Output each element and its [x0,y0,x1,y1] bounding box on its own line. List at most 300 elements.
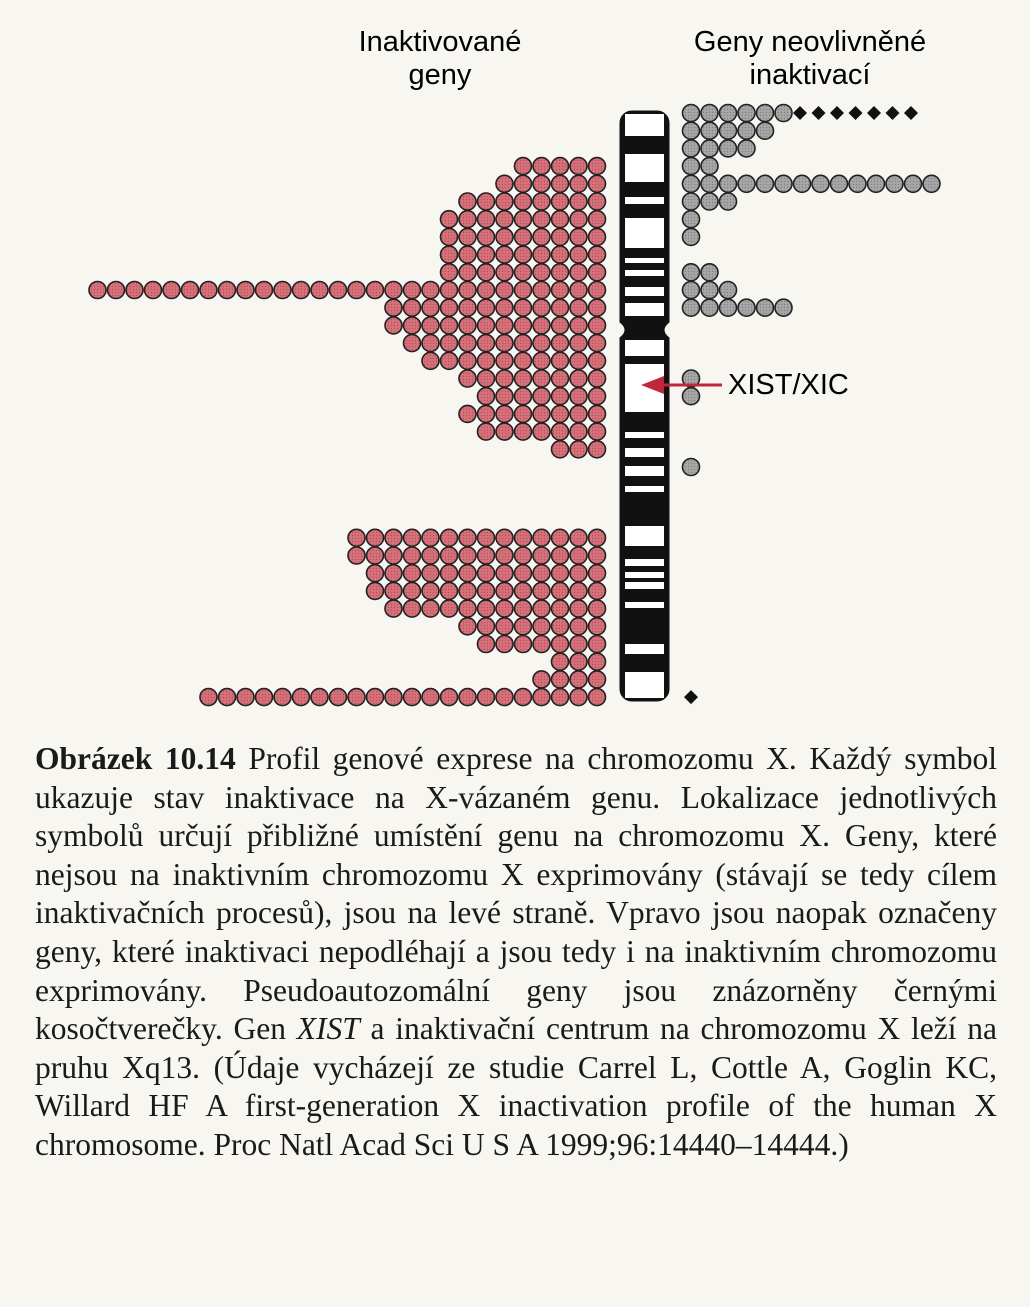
unaffected-gene-dot-texture [887,176,902,191]
inactivated-gene-dot-texture [479,371,494,386]
unaffected-gene-dot-texture [684,123,699,138]
inactivated-gene-dot-texture [497,283,512,298]
inactivated-gene-dot-texture [405,300,420,315]
inactivated-gene-dot-texture [590,654,605,669]
inactivated-gene-dot-texture [571,566,586,581]
inactivated-gene-dot-texture [590,583,605,598]
pseudoautosomal-gene-diamond [684,690,698,704]
inactivated-gene-dot-texture [479,283,494,298]
unaffected-gene-dot-texture [739,176,754,191]
inactivated-gene-dot-texture [479,619,494,634]
inactivated-gene-dot-texture [590,690,605,705]
inactivated-gene-dot-texture [460,601,475,616]
inactivated-gene-dot-texture [442,212,457,227]
unaffected-gene-dot-texture [795,176,810,191]
chromosome-band-light [625,218,664,248]
inactivated-gene-dot-texture [460,566,475,581]
inactivated-gene-dot-texture [553,194,568,209]
inactivated-gene-dot-texture [516,548,531,563]
inactivated-gene-dot-texture [553,406,568,421]
inactivated-gene-dot-texture [571,265,586,280]
inactivated-gene-dot-texture [460,229,475,244]
inactivated-gene-dot-texture [386,583,401,598]
unaffected-gene-dot-texture [721,106,736,121]
inactivated-gene-dot-texture [479,212,494,227]
inactivated-gene-dot-texture [534,283,549,298]
unaffected-gene-dot-texture [813,176,828,191]
inactivated-gene-dot-texture [479,566,494,581]
inactivated-gene-dot-texture [460,265,475,280]
caption-text-1: Profil genové exprese na chromozomu X. Každý symbol ukazuje stav inaktivace na X-vázaném genu. Lokalizace jednotlivých symbolů určují přibližné umístění genu na chromozomu X. Geny, které nejsou na inaktivním chromozomu X exprimovány (stávají se tedy cílem inaktivačních procesů), jsou na levé straně. Vpravo jsou naopak označeny geny, které inaktivaci nepodléhají a jsou tedy i na inaktivním chromozomu exprimovány. Pseudoautozomální geny jsou znázorněny černými kosočtverečky. Gen [35,741,997,1047]
inactivated-gene-dot-texture [590,530,605,545]
chromosome-band-light [625,340,664,356]
unaffected-gene-dot-texture [684,460,699,475]
inactivated-gene-dot-texture [534,637,549,652]
inactivated-gene-dot-texture [534,318,549,333]
inactivated-gene-dot-texture [571,619,586,634]
inactivated-gene-dot-texture [534,530,549,545]
inactivated-gene-dot-texture [516,619,531,634]
unaffected-gene-dot-texture [684,141,699,156]
inactivated-gene-dot-texture [460,353,475,368]
unaffected-gene-dot-texture [721,194,736,209]
inactivated-gene-dot-texture [571,389,586,404]
inactivated-gene-dot-texture [534,601,549,616]
chromosome-band-light [625,448,664,457]
inactivated-gene-dot-texture [534,690,549,705]
unaffected-gene-dot-texture [684,229,699,244]
inactivated-gene-dot-texture [146,283,161,298]
inactivated-gene-dot-texture [479,194,494,209]
inactivated-gene-dot-texture [479,336,494,351]
inactivated-gene-dot-texture [590,353,605,368]
chromosome-band-light [625,303,664,316]
inactivated-gene-dot-texture [571,601,586,616]
inactivated-gene-dot-texture [479,265,494,280]
unaffected-gene-dot-texture [702,300,717,315]
inactivated-gene-dot-texture [479,229,494,244]
pseudoautosomal-gene-diamond [812,106,826,120]
inactivated-gene-dot-texture [516,424,531,439]
inactivated-gene-dot-texture [442,353,457,368]
inactivated-gene-dot-texture [386,548,401,563]
inactivated-gene-dot-texture [571,583,586,598]
inactivated-gene-dot-texture [497,300,512,315]
inactivated-gene-dot-texture [516,353,531,368]
inactivated-gene-dot-texture [571,229,586,244]
inactivated-gene-dot-texture [534,583,549,598]
inactivated-gene-dot-texture [590,601,605,616]
inactivated-gene-dot-texture [590,424,605,439]
inactivated-gene-dot-texture [220,283,235,298]
inactivated-gene-dot-texture [571,159,586,174]
unaffected-gene-dot-texture [684,194,699,209]
unaffected-gene-dot-texture [721,283,736,298]
chromosome-band-light [625,258,664,263]
inactivated-gene-dot-texture [590,229,605,244]
inactivated-gene-dot-texture [460,283,475,298]
inactivated-gene-dot-texture [590,566,605,581]
unaffected-gene-dot-texture [906,176,921,191]
chromosome-band-light [625,572,664,578]
inactivated-gene-dot-texture [479,601,494,616]
figure-caption [35,740,997,1165]
inactivated-gene-dot-texture [516,176,531,191]
inactivated-gene-dot-texture [553,300,568,315]
pseudoautosomal-gene-diamond [830,106,844,120]
inactivated-gene-dot-texture [534,371,549,386]
inactivated-gene-dot-texture [571,406,586,421]
inactivated-gene-dot-texture [497,212,512,227]
inactivated-gene-dot-texture [571,300,586,315]
inactivated-gene-dot-texture [553,371,568,386]
inactivated-gene-dot-texture [479,637,494,652]
inactivated-gene-dot-texture [553,229,568,244]
inactivated-gene-dot-texture [590,283,605,298]
inactivated-gene-dot-texture [571,353,586,368]
inactivated-gene-dot-texture [368,530,383,545]
unaffected-gene-dot-texture [832,176,847,191]
inactivated-gene-dot-texture [516,194,531,209]
unaffected-gene-dot-texture [758,106,773,121]
inactivated-gene-dot-texture [497,406,512,421]
inactivated-gene-dot-texture [164,283,179,298]
inactivated-gene-dot-texture [516,406,531,421]
unaffected-gene-dot-texture [702,176,717,191]
inactivated-gene-dot-texture [386,530,401,545]
unaffected-gene-dot-texture [684,176,699,191]
inactivated-gene-dot-texture [497,601,512,616]
inactivated-gene-dot-texture [238,283,253,298]
inactivated-gene-dot-texture [590,300,605,315]
chromosome-band-light [625,287,664,296]
inactivated-gene-dot-texture [479,690,494,705]
inactivated-gene-dot-texture [516,690,531,705]
inactivated-gene-dot-texture [460,318,475,333]
inactivated-gene-dot-texture [590,442,605,457]
inactivated-gene-dot-texture [442,690,457,705]
inactivated-gene-dot-texture [460,371,475,386]
inactivated-gene-dot-texture [183,283,198,298]
inactivated-gene-dot-texture [423,336,438,351]
inactivated-gene-dot-texture [497,619,512,634]
inactivated-gene-dot-texture [423,318,438,333]
unaffected-gene-dot-texture [684,212,699,227]
inactivated-gene-dot-texture [590,247,605,262]
inactivated-gene-dot-texture [516,318,531,333]
inactivated-gene-dot-texture [590,637,605,652]
inactivated-gene-dot-texture [571,424,586,439]
inactivated-gene-dot-texture [571,442,586,457]
inactivated-gene-dot-texture [516,336,531,351]
xist-xic-label: XIST/XIC [728,369,849,401]
chromosome-band-light [625,466,664,476]
inactivated-gene-dot-texture [534,229,549,244]
inactivated-gene-dot-texture [423,530,438,545]
inactivated-gene-dot-texture [479,318,494,333]
inactivated-gene-dot-texture [312,690,327,705]
inactivated-gene-dot-texture [497,530,512,545]
inactivated-gene-dot-texture [497,637,512,652]
inactivated-gene-dot-texture [553,583,568,598]
inactivated-gene-dot-texture [553,283,568,298]
inactivated-gene-dot-texture [497,566,512,581]
inactivated-gene-dot-texture [497,229,512,244]
inactivated-gene-dot-texture [312,283,327,298]
inactivated-gene-dot-texture [442,548,457,563]
inactivated-gene-dot-texture [571,690,586,705]
inactivated-gene-dot-texture [553,336,568,351]
inactivated-gene-dot-texture [479,406,494,421]
inactivated-gene-dot-texture [516,583,531,598]
inactivated-gene-dot-texture [497,353,512,368]
pseudoautosomal-gene-diamond [867,106,881,120]
unaffected-gene-dot-texture [702,265,717,280]
inactivated-gene-dot-texture [534,194,549,209]
inactivated-gene-dot-texture [497,336,512,351]
inactivated-gene-dot-texture [257,690,272,705]
unaffected-gene-dot-texture [702,123,717,138]
inactivated-gene-dot-texture [516,159,531,174]
pseudoautosomal-gene-diamond [886,106,900,120]
inactivated-gene-dot-texture [442,318,457,333]
inactivated-gene-dot-texture [516,247,531,262]
unaffected-genes-group [683,105,941,705]
chromosome-band-light [625,672,664,698]
inactivated-gene-dot-texture [386,318,401,333]
inactivated-gene-dot-texture [405,530,420,545]
inactivated-gene-dot-texture [571,318,586,333]
inactivated-gene-dot-texture [534,424,549,439]
inactivated-gene-dot-texture [497,265,512,280]
unaffected-gene-dot-texture [702,194,717,209]
inactivated-gene-dot-texture [590,406,605,421]
inactivated-gene-dot-texture [534,353,549,368]
chromosome-band-light [625,526,664,546]
inactivated-gene-dot-texture [571,548,586,563]
inactivated-gene-dot-texture [590,212,605,227]
inactivated-gene-dot-texture [423,300,438,315]
inactivated-gene-dot-texture [553,159,568,174]
inactivated-gene-dot-texture [368,690,383,705]
inactivated-gene-dot-texture [571,654,586,669]
chromosome-band-light [625,270,664,276]
inactivated-gene-dot-texture [553,353,568,368]
inactivated-gene-dot-texture [590,672,605,687]
inactivated-gene-dot-texture [405,583,420,598]
inactivated-gene-dot-texture [349,690,364,705]
inactivated-gene-dot-texture [553,318,568,333]
chromosome-band-light [625,582,664,589]
inactivated-gene-dot-texture [553,176,568,191]
pseudoautosomal-gene-diamond [849,106,863,120]
inactivated-gene-dot-texture [534,336,549,351]
inactivated-gene-dot-texture [553,566,568,581]
inactivated-gene-dot-texture [405,548,420,563]
unaffected-gene-dot-texture [684,265,699,280]
inactivated-gene-dot-texture [497,583,512,598]
inactivated-gene-dot-texture [516,229,531,244]
inactivated-gene-dot-texture [590,265,605,280]
inactivated-gene-dot-texture [497,389,512,404]
inactivated-gene-dot-texture [590,336,605,351]
inactivated-gene-dot-texture [479,530,494,545]
inactivated-gene-dot-texture [479,389,494,404]
inactivated-gene-dot-texture [479,583,494,598]
inactivated-gene-dot-texture [534,566,549,581]
inactivated-gene-dot-texture [553,424,568,439]
inactivated-gene-dot-texture [516,265,531,280]
unaffected-gene-dot-texture [869,176,884,191]
unaffected-gene-dot-texture [684,300,699,315]
inactivated-gene-dot-texture [553,619,568,634]
inactivated-gene-dot-texture [442,601,457,616]
inactivated-gene-dot-texture [442,283,457,298]
inactivated-gene-dot-texture [220,690,235,705]
inactivated-gene-dot-texture [275,283,290,298]
inactivated-gene-dot-texture [442,336,457,351]
inactivated-gene-dot-texture [349,548,364,563]
unaffected-gene-dot-texture [739,106,754,121]
inactivated-gene-dot-texture [571,194,586,209]
inactivated-gene-dot-texture [423,353,438,368]
unaffected-gene-dot-texture [924,176,939,191]
inactivated-gene-dot-texture [368,566,383,581]
inactivated-gene-dot-texture [497,318,512,333]
inactivated-gene-dot-texture [516,283,531,298]
inactivated-gene-dot-texture [516,566,531,581]
inactivated-gene-dot-texture [423,283,438,298]
chromosome-band-light [625,432,664,438]
inactivated-gene-dot-texture [553,672,568,687]
inactivated-gene-dot-texture [386,601,401,616]
inactivated-gene-dot-texture [386,690,401,705]
inactivated-gene-dot-texture [442,247,457,262]
unaffected-gene-dot-texture [721,123,736,138]
inactivated-gene-dot-texture [479,300,494,315]
inactivated-gene-dot-texture [534,548,549,563]
inactivated-gene-dot-texture [571,247,586,262]
inactivated-gene-dot-texture [442,265,457,280]
chromosome-band-light [625,559,664,566]
inactivated-gene-dot-texture [368,583,383,598]
inactivated-gene-dot-texture [442,566,457,581]
unaffected-gene-dot-texture [721,176,736,191]
inactivated-gene-dot-texture [442,583,457,598]
caption-figure-number: Obrázek 10.14 [35,741,236,776]
inactivated-gene-dot-texture [534,176,549,191]
unaffected-gene-dot-texture [758,123,773,138]
inactivated-gene-dot-texture [571,371,586,386]
chromosome-x [619,112,670,700]
unaffected-gene-dot-texture [721,141,736,156]
inactivated-gene-dot-texture [257,283,272,298]
inactivated-gene-dot-texture [460,336,475,351]
inactivated-gene-dot-texture [442,530,457,545]
unaffected-gene-dot-texture [702,283,717,298]
inactivated-gene-dot-texture [590,371,605,386]
inactivated-gene-dot-texture [109,283,124,298]
inactivated-gene-dot-texture [405,318,420,333]
inactivated-gene-dot-texture [423,690,438,705]
inactivated-gene-dot-texture [571,212,586,227]
inactivated-gene-dot-texture [571,176,586,191]
inactivated-gene-dot-texture [331,690,346,705]
unaffected-gene-dot-texture [702,106,717,121]
unaffected-gene-dot-texture [684,159,699,174]
inactivated-gene-dot-texture [590,548,605,563]
unaffected-gene-dot-texture [776,176,791,191]
inactivated-gene-dot-texture [516,371,531,386]
inactivated-gene-dot-texture [423,583,438,598]
chromosome-band-light [625,154,664,182]
inactivated-gene-dot-texture [331,283,346,298]
inactivated-gene-dot-texture [423,601,438,616]
inactivated-gene-dot-texture [127,283,142,298]
unaffected-gene-dot-texture [684,283,699,298]
inactivated-genes-group [89,158,606,706]
inactivated-gene-dot-texture [590,619,605,634]
inactivated-gene-dot-texture [201,690,216,705]
inactivated-gene-dot-texture [479,247,494,262]
inactivated-gene-dot-texture [571,637,586,652]
inactivated-gene-dot-texture [553,212,568,227]
inactivated-gene-dot-texture [460,690,475,705]
inactivated-gene-dot-texture [553,389,568,404]
inactivated-gene-dot-texture [405,690,420,705]
inactivated-genes-label: Inaktivované geny [358,26,522,91]
inactivated-gene-dot-texture [497,371,512,386]
inactivated-gene-dot-texture [405,601,420,616]
unaffected-gene-dot-texture [702,159,717,174]
inactivated-gene-dot-texture [442,300,457,315]
unaffected-gene-dot-texture [739,141,754,156]
inactivated-gene-dot-texture [405,283,420,298]
inactivated-gene-dot-texture [460,194,475,209]
inactivated-gene-dot-texture [368,283,383,298]
inactivated-gene-dot-texture [534,300,549,315]
inactivated-gene-dot-texture [294,283,309,298]
chromosome-band-light [625,486,664,492]
inactivated-gene-dot-texture [516,212,531,227]
inactivated-gene-dot-texture [497,424,512,439]
chromosome-band-light [625,602,664,608]
inactivated-gene-dot-texture [590,194,605,209]
chromosome-band-light [625,197,664,204]
inactivated-gene-dot-texture [201,283,216,298]
unaffected-genes-label: Geny neovlivněné inaktivací [693,26,927,91]
inactivated-gene-dot-texture [516,300,531,315]
inactivated-gene-dot-texture [516,389,531,404]
inactivated-gene-dot-texture [534,389,549,404]
inactivated-gene-dot-texture [294,690,309,705]
unaffected-gene-dot-texture [776,300,791,315]
inactivated-gene-dot-texture [571,336,586,351]
inactivated-gene-dot-texture [90,283,105,298]
inactivated-gene-dot-texture [534,672,549,687]
unaffected-gene-dot-texture [739,300,754,315]
inactivated-gene-dot-texture [386,300,401,315]
inactivated-gene-dot-texture [497,247,512,262]
inactivated-gene-dot-texture [460,530,475,545]
inactivated-gene-dot-texture [553,442,568,457]
inactivated-gene-dot-texture [460,619,475,634]
inactivated-gene-dot-texture [571,283,586,298]
inactivated-gene-dot-texture [460,247,475,262]
unaffected-gene-dot-texture [850,176,865,191]
inactivated-gene-dot-texture [460,548,475,563]
unaffected-gene-dot-texture [684,389,699,404]
